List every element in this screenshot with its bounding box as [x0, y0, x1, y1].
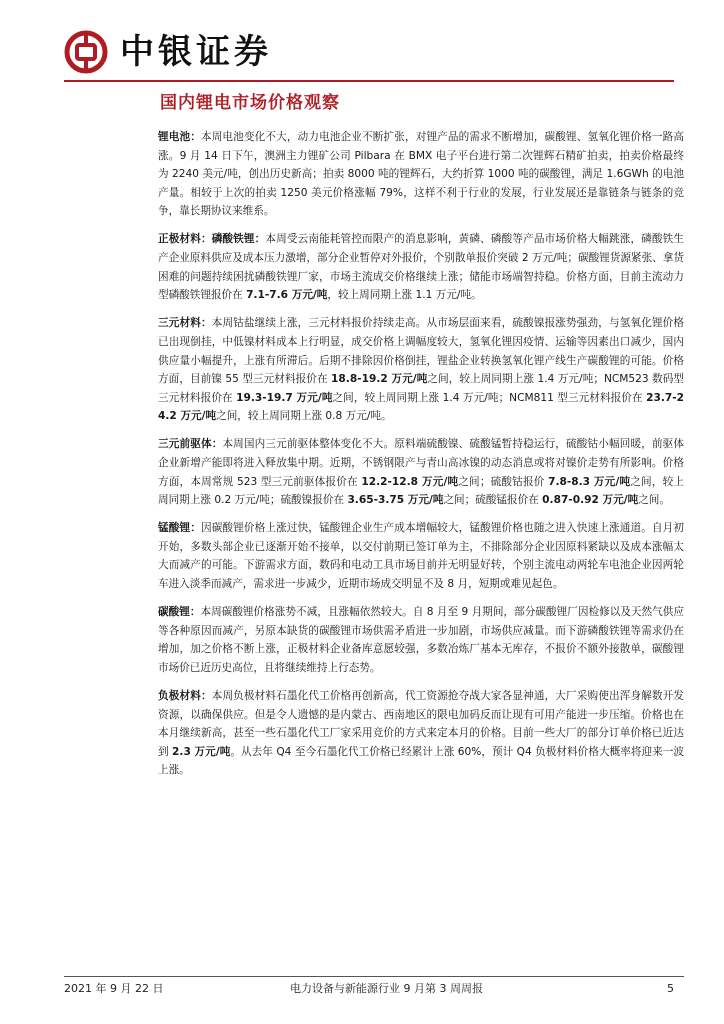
- paragraph-lead: 正极材料：磷酸铁锂：: [158, 233, 266, 246]
- page-number: 5: [667, 982, 674, 995]
- paragraph-lead: 锂电池：: [158, 131, 201, 143]
- paragraph-text: 之间；硫酸锰报价在: [443, 494, 543, 507]
- price-highlight: 18.8-19.2 万元/吨: [331, 373, 428, 386]
- bank-of-china-logo-icon: [64, 30, 108, 74]
- paragraph-text: 本周电池变化不大，动力电池企业不断扩张，对锂产品的需求不断增加，碳酸锂、氢氧化锂价格一路高涨。9 月 14 日下午，澳洲主力锂矿公司 Pilbara 在 BMX 电子平台进行第二次锂辉石精矿拍卖，拍卖价格最终为 2240 美元/吨，创出历史新高；拍卖 8000 吨的锂辉石，大约折算 1000 吨的碳酸锂，满足 1.6GWh 的电池产量。相较于上次的拍卖 1250 美元价格涨幅 79%，这样不利于行业的发展，行业发展还是靠链条与链条的竞争，靠长期协议来维系。: [158, 131, 684, 218]
- paragraph-lead: 三元前驱体：: [158, 438, 223, 451]
- paragraph-text: 之间；硫酸钴报价: [458, 475, 549, 488]
- price-highlight: 2.3 万元/吨: [172, 745, 231, 758]
- paragraph: [158, 603, 684, 677]
- paragraph: [158, 519, 684, 593]
- paragraph-lead: 负极材料：: [158, 690, 212, 703]
- brand-name: 中银证券: [120, 32, 272, 72]
- footer-date: 2021 年 9 月 22 日: [64, 982, 164, 995]
- paragraph-text: 本周钴盐继续上涨，三元材料报价持续走高。从市场层面来看，硫酸镍报涨势强劲，与氢氧化锂价格已出现倒挂，中低镍材料成本上行明显，成交价格上调幅度较大，氢氧化锂因疫情、运输等因素出口减少，国内供应量小幅提升，上涨有所滞后。后期不排除因价格倒挂，锂盐企业转换氢氧化锂产线生产碳酸锂的可能。价格方面，目前镍 55 型三元材料报价在: [158, 317, 685, 386]
- price-highlight: 7.1-7.6 万元/吨: [246, 289, 328, 302]
- paragraph-text: 本周国内三元前驱体整体变化不大。原料端硫酸镍、硫酸锰暂持稳运行，硫酸钴小幅回暖，前驱体企业新增产能即将进入释放集中期。近期，不锈钢限产与青山高冰镍的动态消息或将对镍价走势有所影响。价格方面，本周常规 523 型三元前驱体报价在: [158, 438, 685, 488]
- price-highlight: 19.3-19.7 万元/吨: [236, 391, 333, 404]
- section-title: 国内锂电市场价格观察: [160, 93, 340, 113]
- paragraph-text: 。从去年 Q4 至今石墨化代工价格已经累计上涨 60%，预计 Q4 负极材料价格大概率将迎来一波上涨。: [158, 745, 684, 777]
- price-highlight: 0.87-0.92 万元/吨: [542, 494, 639, 507]
- paragraph: [158, 314, 684, 426]
- paragraph-text: 之间，较上周同期上涨 0.2 万元/吨；硫酸镍报价在: [158, 475, 684, 507]
- footer-report-title: 电力设备与新能源行业 9 月第 3 周周报: [290, 982, 483, 995]
- price-highlight: 7.8-8.3 万元/吨: [548, 475, 631, 488]
- paragraph-text: 之间。: [638, 494, 670, 507]
- paragraph-text: 之间，较上周同期上涨 0.8 万元/吨。: [216, 410, 392, 423]
- report-body: [158, 128, 684, 790]
- paragraph-text: 本周碳酸锂价格涨势不减，且涨幅依然较大。自 8 月至 9 月期间，部分碳酸锂厂因检修以及天然气供应等各种原因而减产，另原本缺货的碳酸锂市场供需矛盾进一步加剧，市场供应减量。而下游磷酸铁锂等需求仍在增加，加之价格不断上涨，正极材料企业备库意愿较强，多数冶炼厂基本无库存，不报价不额外接散单，碳酸锂市场价已近历史高位，且将继续维持上行态势。: [158, 606, 684, 674]
- price-highlight: 3.65-3.75 万元/吨: [347, 494, 444, 507]
- paragraph-text: 本周负极材料石墨化代工价格再创新高，代工资源抢夺战大家各显神通，大厂采购使出浑身解数开发资源，以确保供应。但是令人遗憾的是内蒙古、西南地区的限电加码反而让现有可用产能进一步压缩。价格也在本月继续新高，甚至一些石墨化代工厂家采用竞价的方式来定本月的价格。目前一些大厂的部分订单价格已近达到: [158, 690, 685, 758]
- price-highlight: 23.7-24.2 万元/吨: [158, 391, 684, 423]
- page-header: [64, 30, 664, 76]
- paragraph-lead: 三元材料：: [158, 317, 212, 330]
- paragraph-text: 之间，较上周同期上涨 1.4 万元/吨；NCM811 型三元材料报价在: [332, 391, 647, 404]
- paragraph-text: 之间，较上周同期上涨 1.4 万元/吨；NCM523 数码型三元材料报价在: [158, 373, 684, 404]
- paragraph-text: 本周受云南能耗管控而限产的消息影响，黄磷、磷酸等产品市场价格大幅跳涨，磷酸铁生产企业原料供应及成本压力激增，部分企业暂停对外报价，个别散单报价突破 2 万元/吨；碳酸锂货源紧张、拿货困难的问题持续困扰磷酸铁锂厂家，市场主流成交价格继续上涨；储能市场端智持稳。价格方面，目前主流动力型磷酸铁锂报价在: [158, 233, 685, 302]
- paragraph: [158, 687, 684, 780]
- price-highlight: 12.2-12.8 万元/吨: [361, 475, 459, 488]
- paragraph: [158, 128, 684, 221]
- paragraph-lead: 碳酸锂：: [158, 606, 201, 619]
- header-divider: [64, 80, 674, 82]
- paragraph: [158, 230, 684, 304]
- paragraph-lead: 锰酸锂：: [158, 522, 201, 535]
- paragraph-text: 因碳酸锂价格上涨过快，锰酸锂企业生产成本增幅较大，锰酸锂价格也随之进入快速上涨通道。自月初开始，多数头部企业已逐渐开始不接单，以交付前期已签订单为主，不排除部分企业因原料紧缺以及成本涨幅太大而减产的可能。下游需求方面，数码和电动工具市场目前并无明显好转，个别主流电动两轮车电池企业因两轮车进入淡季而减产，需求进一步减少，近期市场成交明显不及 8 月，短期或难见起色。: [158, 522, 684, 591]
- paragraph: [158, 435, 684, 509]
- paragraph-text: ，较上周同期上涨 1.1 万元/吨。: [327, 289, 482, 302]
- footer-divider: [64, 976, 684, 977]
